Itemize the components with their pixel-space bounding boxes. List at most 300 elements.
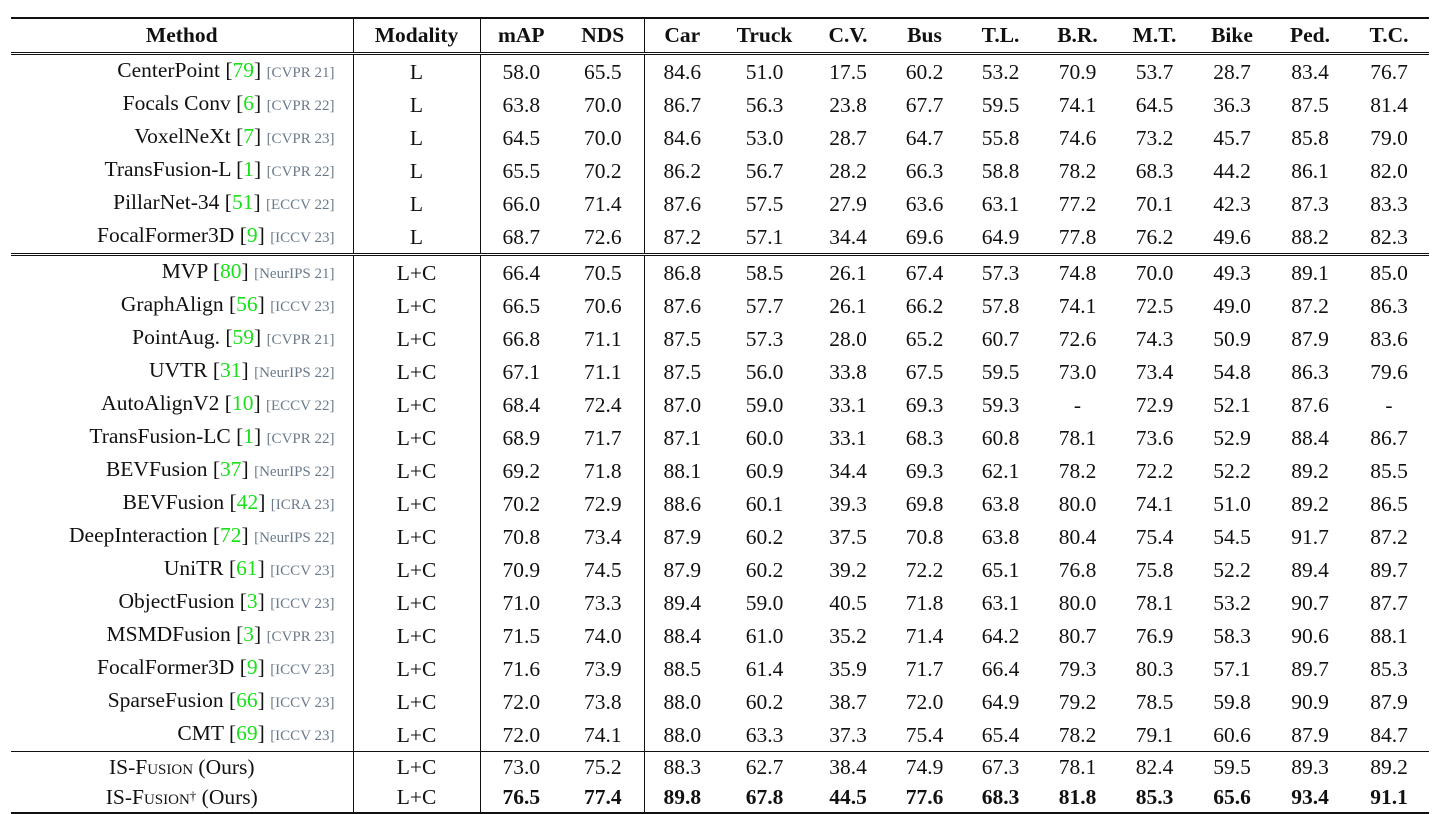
value-cell: 59.3 bbox=[981, 392, 1020, 417]
value-cell: 27.9 bbox=[829, 191, 867, 216]
value-cell: 71.1 bbox=[583, 359, 622, 384]
value-cell: 87.0 bbox=[644, 388, 720, 421]
value-cell: 88.0 bbox=[644, 718, 720, 752]
value-cell: 86.3 bbox=[1370, 293, 1408, 318]
value-cell: 63.1 bbox=[981, 590, 1020, 615]
modality-cell: L+C bbox=[353, 782, 480, 813]
venue-label: [NeurIPS 22] bbox=[254, 530, 335, 546]
value-cell: 71.8 bbox=[583, 458, 622, 483]
value-cell: 89.4 bbox=[1291, 557, 1329, 582]
value-cell: 67.8 bbox=[720, 782, 809, 813]
value-cell: 53.2 bbox=[981, 59, 1020, 84]
header-br: B.R. bbox=[1039, 18, 1116, 54]
value-cell: 89.2 bbox=[1291, 458, 1329, 483]
value-cell: 72.0 bbox=[480, 718, 562, 752]
value-cell: 60.2 bbox=[745, 524, 784, 549]
table-row bbox=[11, 255, 1429, 290]
method-name: DeepInteraction bbox=[69, 523, 208, 547]
method-name: UniTR bbox=[163, 556, 224, 580]
value-cell: 90.6 bbox=[1291, 623, 1329, 648]
value-cell: - bbox=[1073, 392, 1082, 417]
value-cell: 52.2 bbox=[1213, 458, 1251, 483]
method-name-smallcaps: Fusion bbox=[135, 755, 194, 779]
value-cell: 89.3 bbox=[1271, 752, 1349, 783]
modality-cell: L+C bbox=[353, 487, 480, 520]
value-cell: 65.1 bbox=[981, 557, 1020, 582]
table-row bbox=[11, 154, 1429, 187]
value-cell: 70.1 bbox=[1135, 191, 1174, 216]
value-cell: 74.0 bbox=[583, 623, 622, 648]
citation-link[interactable]: 1 bbox=[243, 157, 255, 181]
method-cell: DeepInteraction [72] [NeurIPS 22] bbox=[69, 523, 335, 547]
table-row bbox=[11, 454, 1429, 487]
value-cell: 55.8 bbox=[981, 125, 1020, 150]
value-cell: 72.6 bbox=[583, 224, 622, 249]
value-cell: 59.0 bbox=[745, 392, 784, 417]
value-cell: 75.2 bbox=[562, 752, 644, 783]
method-cell: FocalFormer3D [9] [ICCV 23] bbox=[97, 655, 335, 679]
value-cell: 37.3 bbox=[829, 722, 867, 747]
value-cell: 87.6 bbox=[1291, 392, 1329, 417]
value-cell: 70.0 bbox=[583, 125, 622, 150]
value-cell: 59.0 bbox=[745, 590, 784, 615]
venue-label: [ICCV 23] bbox=[270, 299, 335, 315]
value-cell: 65.2 bbox=[905, 326, 944, 351]
value-cell: 66.4 bbox=[981, 656, 1020, 681]
value-cell: 76.2 bbox=[1135, 224, 1174, 249]
value-cell: 93.4 bbox=[1271, 782, 1349, 813]
value-cell: 56.3 bbox=[745, 92, 784, 117]
method-name-prefix: IS- bbox=[108, 755, 136, 779]
value-cell: 87.5 bbox=[644, 355, 720, 388]
value-cell: 52.2 bbox=[1213, 557, 1251, 582]
value-cell: 60.2 bbox=[905, 59, 944, 84]
value-cell: 44.2 bbox=[1213, 158, 1251, 183]
value-cell: 72.9 bbox=[1135, 392, 1174, 417]
value-cell: 91.7 bbox=[1291, 524, 1329, 549]
value-cell: 71.0 bbox=[480, 586, 562, 619]
value-cell: 66.0 bbox=[480, 187, 562, 220]
citation-link[interactable]: 9 bbox=[246, 223, 258, 247]
citation-link[interactable]: 72 bbox=[220, 523, 242, 547]
value-cell: 90.7 bbox=[1291, 590, 1329, 615]
venue-label: [CVPR 23] bbox=[266, 629, 335, 645]
modality-cell: L+C bbox=[353, 553, 480, 586]
value-cell: 60.9 bbox=[745, 458, 784, 483]
value-cell: 73.2 bbox=[1135, 125, 1174, 150]
value-cell: 64.9 bbox=[981, 224, 1020, 249]
value-cell: 70.8 bbox=[480, 520, 562, 553]
value-cell: 83.4 bbox=[1291, 59, 1329, 84]
method-name: SparseFusion bbox=[107, 688, 224, 712]
citation-link[interactable]: 42 bbox=[236, 490, 259, 514]
value-cell: 88.4 bbox=[1291, 425, 1329, 450]
value-cell: 77.4 bbox=[562, 782, 644, 813]
method-cell: SparseFusion [66] [ICCV 23] bbox=[107, 688, 335, 712]
citation-link[interactable]: 59 bbox=[232, 325, 255, 349]
header-car: Car bbox=[644, 18, 720, 54]
citation-link[interactable]: 6 bbox=[243, 91, 255, 115]
method-cell: AutoAlignV2 [10] [ECCV 22] bbox=[101, 391, 335, 415]
modality-cell: L+C bbox=[353, 454, 480, 487]
value-cell: 78.1 bbox=[1135, 590, 1174, 615]
value-cell: 80.3 bbox=[1135, 656, 1174, 681]
value-cell: 70.5 bbox=[562, 255, 644, 290]
venue-label: [ECCV 22] bbox=[266, 197, 335, 213]
venue-label: [ICCV 23] bbox=[270, 695, 335, 711]
value-cell: 88.4 bbox=[644, 619, 720, 652]
value-cell: 70.0 bbox=[1116, 255, 1193, 290]
table-row bbox=[11, 718, 1429, 752]
value-cell: 74.8 bbox=[1039, 255, 1116, 290]
method-cell: MVP [80] [NeurIPS 21] bbox=[11, 255, 353, 290]
venue-label: [NeurIPS 21] bbox=[254, 266, 335, 282]
value-cell: 86.8 bbox=[644, 255, 720, 290]
modality-cell: L bbox=[353, 121, 480, 154]
venue-label: [CVPR 23] bbox=[266, 131, 335, 147]
value-cell: 74.5 bbox=[583, 557, 622, 582]
value-cell: 79.1 bbox=[1135, 722, 1174, 747]
header-map: mAP bbox=[480, 18, 562, 54]
value-cell: 26.1 bbox=[829, 293, 867, 318]
value-cell: 58.0 bbox=[480, 54, 562, 89]
citation-link[interactable]: 69 bbox=[236, 721, 258, 745]
value-cell: 65.5 bbox=[480, 154, 562, 187]
value-cell: 66.2 bbox=[905, 293, 944, 318]
method-name: PointAug. bbox=[132, 325, 220, 349]
value-cell: 49.3 bbox=[1193, 255, 1271, 290]
citation-link[interactable]: 79 bbox=[232, 58, 255, 82]
value-cell: 64.9 bbox=[981, 689, 1020, 714]
value-cell: 69.8 bbox=[905, 491, 944, 516]
modality-cell: L bbox=[353, 88, 480, 121]
value-cell: 68.3 bbox=[1135, 158, 1174, 183]
value-cell: 62.7 bbox=[720, 752, 809, 783]
value-cell: 75.4 bbox=[1135, 524, 1174, 549]
method-name-suffix: (Ours) bbox=[193, 755, 255, 779]
value-cell: 68.3 bbox=[905, 425, 944, 450]
value-cell: 66.5 bbox=[480, 289, 562, 322]
value-cell: 33.1 bbox=[829, 392, 867, 417]
value-cell: 73.6 bbox=[1135, 425, 1174, 450]
value-cell: 85.5 bbox=[1370, 458, 1408, 483]
value-cell: 77.6 bbox=[887, 782, 962, 813]
value-cell: 86.3 bbox=[1291, 359, 1329, 384]
method-name: PillarNet-34 bbox=[113, 190, 220, 214]
method-name: UVTR bbox=[148, 358, 208, 382]
method-cell: BEVFusion [37] [NeurIPS 22] bbox=[105, 457, 335, 481]
value-cell: 64.2 bbox=[981, 623, 1020, 648]
citation-link[interactable]: 66 bbox=[236, 688, 258, 712]
value-cell: 87.6 bbox=[644, 289, 720, 322]
modality-cell: L+C bbox=[353, 355, 480, 388]
venue-label: [ICCV 23] bbox=[270, 230, 335, 246]
value-cell: 75.8 bbox=[1135, 557, 1174, 582]
value-cell: 73.0 bbox=[480, 752, 562, 783]
value-cell: 35.9 bbox=[829, 656, 867, 681]
value-cell: 85.8 bbox=[1291, 125, 1329, 150]
table-row bbox=[11, 487, 1429, 520]
modality-cell: L+C bbox=[353, 322, 480, 355]
ours-row bbox=[11, 752, 1429, 783]
citation-link[interactable]: 1 bbox=[243, 424, 255, 448]
value-cell: 75.4 bbox=[905, 722, 944, 747]
value-cell: 70.9 bbox=[480, 553, 562, 586]
method-name: Focals Conv bbox=[122, 91, 231, 115]
value-cell: 59.5 bbox=[981, 92, 1020, 117]
value-cell: 88.2 bbox=[1291, 224, 1329, 249]
method-name-suffix: (Ours) bbox=[196, 785, 258, 809]
value-cell: 78.1 bbox=[1039, 752, 1116, 783]
value-cell: 23.8 bbox=[829, 92, 867, 117]
value-cell: 58.8 bbox=[981, 158, 1020, 183]
value-cell: 37.5 bbox=[829, 524, 867, 549]
venue-label: [CVPR 22] bbox=[266, 98, 335, 114]
value-cell: 73.4 bbox=[583, 524, 622, 549]
value-cell: 71.1 bbox=[583, 326, 622, 351]
citation-link[interactable]: 3 bbox=[246, 589, 258, 613]
table-row bbox=[11, 322, 1429, 355]
value-cell: 70.0 bbox=[583, 92, 622, 117]
value-cell: 61.4 bbox=[745, 656, 784, 681]
value-cell: 39.2 bbox=[829, 557, 867, 582]
citation-link[interactable]: 9 bbox=[246, 655, 258, 679]
value-cell: 38.7 bbox=[829, 689, 867, 714]
value-cell: 70.2 bbox=[583, 158, 622, 183]
value-cell: 72.5 bbox=[1135, 293, 1174, 318]
value-cell: 57.3 bbox=[745, 326, 784, 351]
value-cell: 78.5 bbox=[1135, 689, 1174, 714]
value-cell: 73.0 bbox=[1058, 359, 1097, 384]
value-cell: 76.8 bbox=[1058, 557, 1097, 582]
value-cell: 72.4 bbox=[583, 392, 622, 417]
value-cell: 52.1 bbox=[1213, 392, 1251, 417]
value-cell: 66.3 bbox=[905, 158, 944, 183]
modality-cell: L bbox=[353, 187, 480, 220]
value-cell: 88.6 bbox=[644, 487, 720, 520]
value-cell: 82.3 bbox=[1370, 224, 1408, 249]
value-cell: 81.4 bbox=[1370, 92, 1408, 117]
value-cell: 60.2 bbox=[745, 689, 784, 714]
value-cell: 76.9 bbox=[1135, 623, 1174, 648]
value-cell: 57.7 bbox=[745, 293, 784, 318]
value-cell: 81.8 bbox=[1039, 782, 1116, 813]
method-cell: UVTR [31] [NeurIPS 22] bbox=[148, 358, 335, 382]
header-bus: Bus bbox=[887, 18, 962, 54]
modality-cell: L bbox=[353, 54, 480, 89]
value-cell: 68.4 bbox=[480, 388, 562, 421]
value-cell: 60.0 bbox=[745, 425, 784, 450]
value-cell: 80.4 bbox=[1058, 524, 1097, 549]
value-cell: 68.3 bbox=[962, 782, 1039, 813]
method-cell: PointAug. [59] [CVPR 21] bbox=[132, 325, 335, 349]
value-cell: 65.6 bbox=[1193, 782, 1271, 813]
table-row bbox=[11, 355, 1429, 388]
value-cell: 90.9 bbox=[1291, 689, 1329, 714]
header-bike: Bike bbox=[1193, 18, 1271, 54]
citation-link[interactable]: 31 bbox=[220, 358, 242, 382]
method-name: ObjectFusion bbox=[118, 589, 235, 613]
value-cell: 67.5 bbox=[905, 359, 944, 384]
value-cell: 68.7 bbox=[480, 220, 562, 255]
method-name: CenterPoint bbox=[117, 58, 220, 82]
citation-link[interactable]: 61 bbox=[236, 556, 258, 580]
value-cell: 78.2 bbox=[1058, 158, 1097, 183]
modality-cell: L+C bbox=[353, 586, 480, 619]
value-cell: 49.6 bbox=[1213, 224, 1251, 249]
method-cell: TransFusion-LC [1] [CVPR 22] bbox=[89, 424, 335, 448]
value-cell: 76.5 bbox=[480, 782, 562, 813]
venue-label: [ICCV 23] bbox=[270, 563, 335, 579]
value-cell: 87.2 bbox=[1291, 293, 1329, 318]
method-cell: TransFusion-L [1] [CVPR 22] bbox=[104, 157, 335, 181]
method-cell bbox=[11, 782, 353, 813]
value-cell: 80.7 bbox=[1058, 623, 1097, 648]
method-cell: CMT [69] [ICCV 23] bbox=[177, 721, 335, 745]
value-cell: 53.2 bbox=[1213, 590, 1251, 615]
value-cell: 84.6 bbox=[644, 54, 720, 89]
value-cell: 71.7 bbox=[583, 425, 622, 450]
modality-cell: L bbox=[353, 220, 480, 255]
value-cell: 72.0 bbox=[480, 685, 562, 718]
value-cell: 74.1 bbox=[1058, 92, 1097, 117]
modality-cell: L+C bbox=[353, 652, 480, 685]
value-cell: 73.8 bbox=[583, 689, 622, 714]
method-cell: GraphAlign [56] [ICCV 23] bbox=[120, 292, 335, 316]
value-cell: 83.6 bbox=[1370, 326, 1408, 351]
value-cell: 49.0 bbox=[1213, 293, 1251, 318]
value-cell: 86.2 bbox=[644, 154, 720, 187]
value-cell: 80.0 bbox=[1058, 491, 1097, 516]
value-cell: 69.6 bbox=[905, 224, 944, 249]
header-modality: Modality bbox=[353, 18, 480, 54]
value-cell: 60.7 bbox=[981, 326, 1020, 351]
method-cell: UniTR [61] [ICCV 23] bbox=[163, 556, 335, 580]
value-cell: 87.2 bbox=[1370, 524, 1408, 549]
method-cell: VoxelNeXt [7] [CVPR 23] bbox=[134, 124, 335, 148]
method-name: AutoAlignV2 bbox=[101, 391, 220, 415]
value-cell: 56.0 bbox=[745, 359, 784, 384]
modality-cell: L+C bbox=[353, 718, 480, 752]
modality-cell: L+C bbox=[353, 619, 480, 652]
value-cell: 79.2 bbox=[1058, 689, 1097, 714]
value-cell: 57.1 bbox=[745, 224, 784, 249]
dagger-mark: † bbox=[189, 788, 197, 803]
value-cell: 28.7 bbox=[1213, 59, 1251, 84]
results-table bbox=[11, 17, 1429, 814]
citation-link[interactable]: 3 bbox=[243, 622, 255, 646]
value-cell: 73.4 bbox=[1135, 359, 1174, 384]
value-cell: 28.0 bbox=[829, 326, 867, 351]
citation-link[interactable]: 51 bbox=[231, 190, 254, 214]
method-name: BEVFusion bbox=[122, 490, 225, 514]
value-cell: 85.3 bbox=[1370, 656, 1408, 681]
value-cell: - bbox=[1385, 392, 1393, 417]
value-cell: 63.8 bbox=[981, 491, 1020, 516]
modality-cell: L bbox=[353, 154, 480, 187]
value-cell: 70.2 bbox=[480, 487, 562, 520]
value-cell: 88.1 bbox=[644, 454, 720, 487]
value-cell: 33.1 bbox=[829, 425, 867, 450]
header-row bbox=[11, 18, 1429, 54]
value-cell: 74.9 bbox=[887, 752, 962, 783]
citation-link[interactable]: 7 bbox=[243, 124, 255, 148]
table-row bbox=[11, 520, 1429, 553]
modality-cell: L+C bbox=[353, 421, 480, 454]
value-cell: 88.3 bbox=[644, 752, 720, 783]
value-cell: 84.6 bbox=[644, 121, 720, 154]
method-name: MVP bbox=[161, 259, 208, 283]
value-cell: 84.7 bbox=[1370, 722, 1408, 747]
value-cell: 69.2 bbox=[480, 454, 562, 487]
value-cell: 70.8 bbox=[905, 524, 944, 549]
value-cell: 87.3 bbox=[1291, 191, 1329, 216]
value-cell: 45.7 bbox=[1213, 125, 1251, 150]
value-cell: 59.5 bbox=[981, 359, 1020, 384]
table-row bbox=[11, 289, 1429, 322]
value-cell: 57.5 bbox=[745, 191, 784, 216]
citation-link[interactable]: 80 bbox=[220, 259, 242, 283]
citation-link[interactable]: 10 bbox=[231, 391, 254, 415]
header-ped: Ped. bbox=[1271, 18, 1349, 54]
value-cell: 88.1 bbox=[1370, 623, 1408, 648]
value-cell: 51.0 bbox=[1213, 491, 1251, 516]
value-cell: 28.7 bbox=[829, 125, 867, 150]
citation-link[interactable]: 37 bbox=[220, 457, 242, 481]
ours-row bbox=[11, 782, 1429, 813]
value-cell: 89.7 bbox=[1370, 557, 1408, 582]
value-cell: 73.3 bbox=[583, 590, 622, 615]
table-row bbox=[11, 421, 1429, 454]
table-row bbox=[11, 88, 1429, 121]
value-cell: 71.7 bbox=[905, 656, 944, 681]
modality-cell: L+C bbox=[353, 255, 480, 290]
method-name: FocalFormer3D bbox=[97, 223, 235, 247]
method-cell: PillarNet-34 [51] [ECCV 22] bbox=[113, 190, 335, 214]
venue-label: [CVPR 21] bbox=[266, 332, 335, 348]
value-cell: 57.3 bbox=[962, 255, 1039, 290]
venue-label: [NeurIPS 22] bbox=[254, 365, 335, 381]
value-cell: 71.6 bbox=[480, 652, 562, 685]
value-cell: 72.9 bbox=[583, 491, 622, 516]
value-cell: 36.3 bbox=[1213, 92, 1251, 117]
value-cell: 64.7 bbox=[905, 125, 944, 150]
method-cell: CenterPoint [79] [CVPR 21] bbox=[117, 58, 335, 82]
value-cell: 79.0 bbox=[1370, 125, 1408, 150]
value-cell: 34.4 bbox=[829, 458, 867, 483]
value-cell: 77.2 bbox=[1058, 191, 1097, 216]
value-cell: 78.2 bbox=[1058, 722, 1097, 747]
method-cell bbox=[11, 752, 353, 783]
value-cell: 38.4 bbox=[809, 752, 887, 783]
value-cell: 71.8 bbox=[905, 590, 944, 615]
method-cell: FocalFormer3D [9] [ICCV 23] bbox=[97, 223, 335, 247]
table-row bbox=[11, 54, 1429, 89]
value-cell: 87.7 bbox=[1370, 590, 1408, 615]
value-cell: 60.2 bbox=[745, 557, 784, 582]
value-cell: 33.8 bbox=[829, 359, 867, 384]
value-cell: 60.1 bbox=[745, 491, 784, 516]
table-row bbox=[11, 619, 1429, 652]
value-cell: 87.5 bbox=[1291, 92, 1329, 117]
value-cell: 63.8 bbox=[480, 88, 562, 121]
value-cell: 82.0 bbox=[1370, 158, 1408, 183]
method-name: MSMDFusion bbox=[106, 622, 231, 646]
value-cell: 88.0 bbox=[644, 685, 720, 718]
citation-link[interactable]: 56 bbox=[236, 292, 258, 316]
value-cell: 63.1 bbox=[981, 191, 1020, 216]
value-cell: 71.4 bbox=[583, 191, 622, 216]
